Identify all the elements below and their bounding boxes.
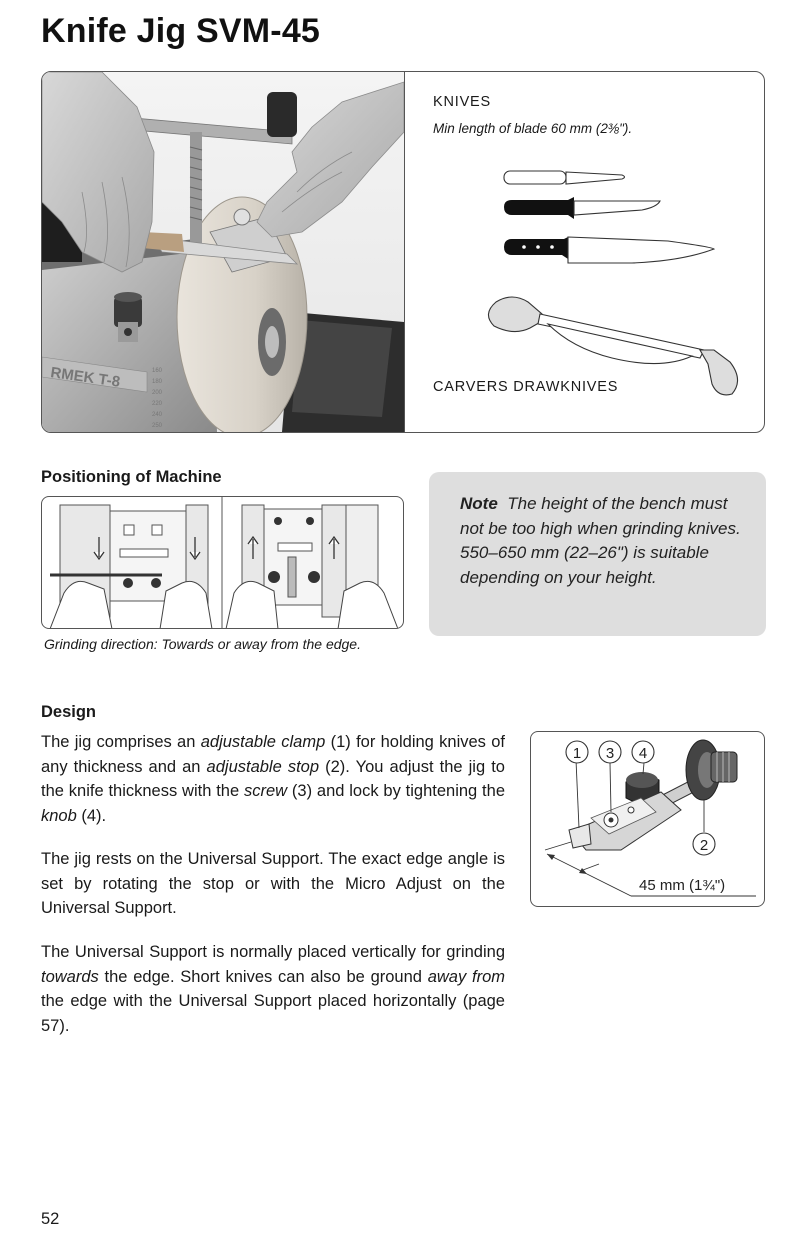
design-paragraph-1: [41, 730, 505, 828]
jig-design-figure-box: [530, 731, 765, 907]
design-paragraph-2: The jig rests on the Universal Support. The exact edge angle is set by rotating the stop or with the Micro Adjust on the Universal Support.: [41, 850, 505, 917]
grinding-towards-edge-figure: [50, 505, 212, 629]
dimension-label: 45 mm (1¾"): [639, 877, 726, 894]
jig-diagram: [531, 732, 764, 906]
scale-label: 180: [152, 379, 163, 385]
term-screw: screw: [243, 782, 288, 800]
grinder-photo: [42, 72, 404, 432]
term-knob: knob: [41, 806, 77, 825]
note-body: The height of the bench must not be too high when grinding knives. 550–650 mm (22–26") is suitable depending on your height.: [460, 494, 741, 587]
term-adjustable-clamp: adjustable clamp: [200, 733, 326, 751]
positioning-caption: Grinding direction: Towards or away from the edge.: [44, 636, 361, 652]
term-towards: towards: [41, 967, 99, 986]
grinding-away-from-edge-figure: [226, 505, 398, 629]
page-title: Knife Jig SVM-45: [41, 12, 321, 50]
text-run: (2). You adjust the jig to the knife thickness with the: [41, 757, 505, 800]
term-adjustable-stop: adjustable stop: [206, 757, 320, 776]
knives-min-length: Min length of blade 60 mm (2⅜").: [433, 121, 633, 136]
scale-label: 220: [152, 401, 163, 407]
term-away-from: away from: [427, 967, 506, 986]
design-heading: Design: [41, 703, 97, 721]
callout-1-label: 1: [572, 745, 582, 762]
text-run: The jig comprises an: [41, 733, 201, 751]
boning-knife-icon: [504, 197, 660, 219]
knives-figure-box: [41, 71, 765, 433]
knives-heading: KNIVES: [433, 94, 491, 110]
text-run: (1) for holding knives of any thickness and an: [41, 733, 505, 776]
note-text: [460, 492, 750, 590]
text-run: (4).: [76, 806, 107, 825]
positioning-figure-box: [41, 496, 404, 629]
text-run: the edge. Short knives can also be ground: [98, 967, 428, 986]
scale-label: 160: [152, 368, 163, 374]
knives-illustration: [482, 157, 762, 267]
paring-knife-icon: [504, 171, 625, 184]
positioning-heading: Positioning of Machine: [41, 468, 222, 486]
callout-4-label: 4: [638, 745, 648, 762]
grinding-direction-illustration: [42, 497, 404, 629]
note-box: [429, 472, 766, 636]
text-run: The Universal Support is normally placed vertically for grinding: [41, 943, 505, 961]
scale-label: 200: [152, 390, 163, 396]
note-label: Note: [460, 494, 498, 513]
drawknives-heading: CARVERS DRAWKNIVES: [433, 379, 619, 395]
scale-label: 240: [152, 412, 163, 418]
callout-3-label: 3: [605, 745, 615, 762]
text-run: (3) and lock by tightening the: [287, 782, 505, 800]
figure-divider: [404, 72, 405, 432]
design-paragraph-3: [41, 940, 505, 1038]
callout-2-label: 2: [699, 837, 709, 854]
chef-knife-icon: [504, 237, 714, 263]
scale-label: 250: [152, 423, 163, 429]
page-number: 52: [41, 1210, 60, 1228]
text-run: the edge with the Universal Support placed horizontally (page 57).: [41, 992, 505, 1035]
brand-label: RMEK T-8: [49, 364, 122, 391]
